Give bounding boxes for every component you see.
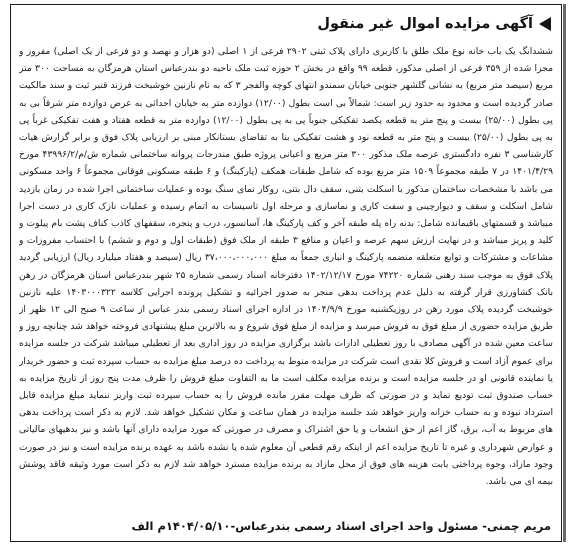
notice-title: آگهی مزایده اموال غیر منقول <box>317 16 533 32</box>
notice-body: ششدانگ یک باب خانه نوع ملک طلق با کاربری دارای پلاک ثبتی ۲۹۰۲ فرعی از ۱ اصلی (دو هزار و نهصد و دو فرعی از یک اصلی) مفروز و مجزا شده از ۳۵۹ فرعی از اصلی مذکور، قطعه ۹۹ واقع در بخش ۲ حوزه ثبت ملک ناحیه دو بندرعباس استان هرمزگان به مساحت ۳۰۰ متر مربع (سیصد متر مربع) به نشانی گلشهر جنوبی خیابان سمندو انتهای کوچه والفجر ۳ که به نام نازنین خوشبخت فرزند قنبر ثبت و سند مالکیت صادر گردیده است و محدود به حدود زیر است: شمالاً بی است بطول (۱۲/۰۰) دوازده متر به خیابان احداثی به عرض دوازده متر شرقاً بی به پی بطول (۲۵/۰۰) بیست و پنج متر به قطعه یکصد تفکیکی جنوباً پی به پی بطول (۱۲/۰۰) دوازده متر به قطعه هفتاد و هفت تفکیکی غرباً پی به پی بطول (۲۵/۰۰) بیست و پنج متر به قطعه نود و هشت تفکیکی بنا به تقاضای بستانکار مبنی بر ارزیابی پلاک فوق و برابر گزارش هیات کارشناسی ۳ نفره دادگستری عرصه ملک مذکور ۳۰۰ متر مربع و اعیانی پروژه طبق مندرجات پروانه ساختمانی شماره ش/م/۴۳۹۹۶/۲ مورخ ۱۴۰۱/۴/۲۹ در ۷ طبقه مجموعاً ۱۵۰۹ متر مربع بوده که شامل طبقات همکف (پارکینگ) و ۶ طبقه مسکونی فوقانی مجموعاً ۶ واحد مسکونی می باشد با مشخصات ساختمان مذکور با اسکلت بتنی، سقف دال بتنی، روکار نمای سنگ بوده و عملیات ساختمانی اجرا شده در زمان بازدید شامل اسکلت و سقف و دیوارچینی و سفت کاری و نماسازی و مرحله اول تاسیسات به اتمام رسیده و عملیات نازک کاری در دست اجرا میباشد و قسمتهای باقیمانده شامل: بدنه راه پله طبقه آخر و کف پارکینگ ها، آسانسور، درب و پنجره، سقفهای کاذب کناف پشت بام پیلوت و کلید و پریز میباشد و در نهایت ارزش سهم عرصه و اعیان و منافع ۳ طبقه از ملک فوق (طبقات اول و دوم و ششم) با احتساب مفروزات و مشاعات و مشترکات و توابع متعلقه منضمه پارکینگ و انباری جمعاً به مبلغ ۳۷،۰۰۰،۰۰۰،۰۰۰ ریال (سیصد و هفتاد میلیارد ریال) ارزیابی گردید پلاک فوق به موجب سند رهنی شماره ۷۴۲۲۰ مورخ ۱۴۰۲/۱۲/۱۷ دفترخانه اسناد رسمی شماره ۲۵ شهر بندرعباس استان هرمزگان در رهن بانک کشاورزی قرار گرفته به دلیل عدم پرداخت بدهی منجر به صدور اجرائیه و تشکیل پرونده اجرایی کلاسه ۱۴۰۳۰۰۰۳۲۲ علیه نازنین خوشبخت گردیده پلاک مورد رهن در روزیکشنبه مورخ ۱۴۰۴/۹/۹ در اداره اجرای اسناد رسمی بندر عباس از ساعت ۹ صبح الی ۱۲ ظهر از طریق مزایده حضوری از مبلغ فوق به فروش میرسد و مزایده از مبلغ فوق شروع و به بالاترین مبلغ پیشنهادی فروخته خواهد شد چنانچه روز و ساعت معین شده در آگهی مصادف با روز تعطیلی ادارات باشد برگزاری مزایده در روز اداری بعد از تعطیلی میباشد شرکت در جلسه مزایده برای عموم آزاد است و فروش کلا نقدی است شرکت در مزایده منوط به پرداخت ده درصد مبلغ مزایده به حساب سپرده ثبت و حضور خریدار یا نماینده قانونی او در جلسه مزایده است و برنده مزایده مکلف است ما به التفاوت مبلغ فروش را ظرف مدت پنج روز از تاریخ مزایده به حساب صندوق ثبت تودیع نماید و در صورتی که ظرف مهلت مقرر مانده فروش را به حساب سپرده ثبت واریز ننماید مبلغ مزایده قابل استرداد نبوده و به حساب خزانه واریز خواهد شد جلسه مزایده در همان ساعت و مکان تشکیل خواهد شد. لازم به ذکر است پرداخت بدهی های مربوط به آب، برق، گاز اعم از حق انشعاب و یا حق اشتراک و مصرف در صورتی که مورد مزایده دارای آنها باشد و نیز بدهیهای مالیاتی و عوارض شهرداری و غیره تا تاریخ مزایده اعم از اینکه رقم قطعی آن معلوم شده یا نشده باشد به عهده برنده مزایده است و نیز در صورت وجود مازاد، وجوه پرداختی بابت هزینه های فوق از محل مازاد به برنده مزایده مسترد خواهد شد لازم به ذکر است مورد وثیقه فاقد پوشش بیمه ای می باشد. <box>19 46 553 488</box>
notice-frame <box>10 4 562 542</box>
triangle-marker-icon <box>539 17 551 31</box>
notice-header <box>19 11 553 37</box>
notice-signature: مریم چمنی- مسئول واحد اجرای اسناد رسمی بندرعباس-۱۴۰۴/۰۵/۱۰م الف <box>131 519 551 533</box>
frame-shadow <box>563 4 566 542</box>
